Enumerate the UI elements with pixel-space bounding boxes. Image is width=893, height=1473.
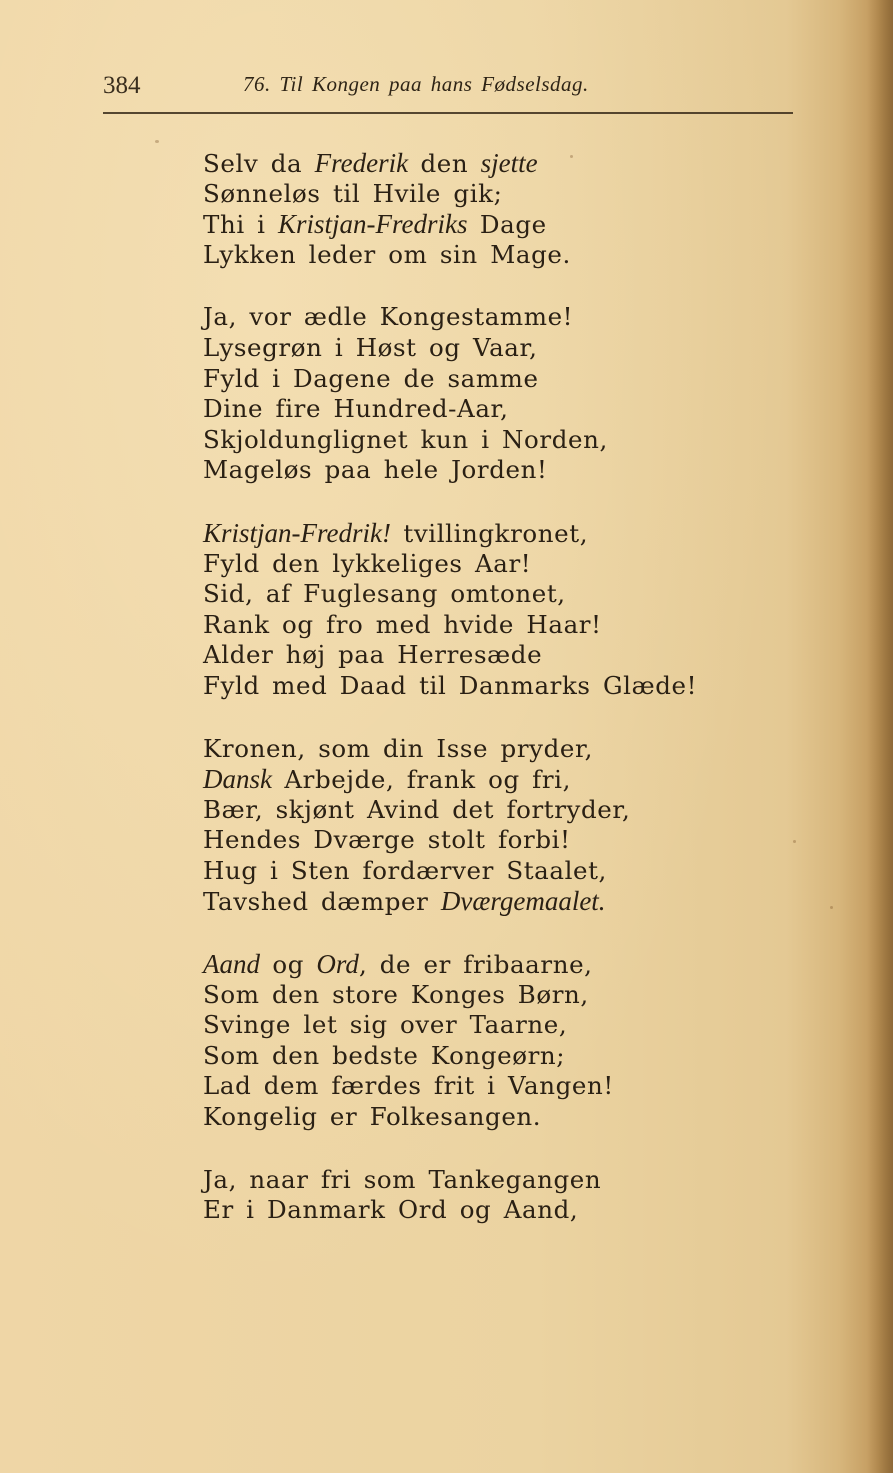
text: Fyld i Dagene de samme bbox=[203, 363, 539, 393]
text: Hug i Sten fordærver Staalet, bbox=[203, 855, 607, 885]
text: Skjoldunglignet kun i Norden, bbox=[203, 424, 608, 454]
text: Selv da bbox=[203, 149, 315, 178]
poem-line bbox=[203, 1041, 803, 1072]
italic-text: Aand bbox=[203, 949, 260, 980]
header-rule bbox=[103, 112, 793, 114]
poem-line bbox=[203, 364, 803, 395]
text: Sid, af Fuglesang omtonet, bbox=[203, 579, 566, 609]
poem-line bbox=[203, 209, 803, 240]
text: Er i Danmark Ord og Aand, bbox=[203, 1195, 579, 1225]
poem-line bbox=[203, 795, 803, 826]
italic-text: Dansk bbox=[203, 764, 272, 795]
poem-line bbox=[203, 549, 803, 580]
text: Lysegrøn i Høst og Vaar, bbox=[203, 332, 538, 362]
stanza bbox=[203, 518, 803, 702]
text: Kongelig er Folkesangen. bbox=[203, 1102, 542, 1132]
text: Dine fire Hundred-Aar, bbox=[203, 394, 509, 424]
text: Rank og fro med hvide Haar! bbox=[203, 609, 602, 639]
page-binding-edge bbox=[867, 0, 893, 1473]
text: Alder høj paa Herresæde bbox=[203, 640, 543, 670]
paper-speck bbox=[830, 906, 833, 909]
text: Fyld den lykkeliges Aar! bbox=[203, 548, 532, 578]
poem-line bbox=[203, 579, 803, 610]
text: Dage bbox=[467, 210, 547, 240]
text: Sønneløs til Hvile gik; bbox=[203, 178, 503, 208]
stanza bbox=[203, 949, 803, 1133]
running-title: 76. Til Kongen paa hans Fødselsdag. bbox=[243, 72, 589, 96]
text: og bbox=[260, 950, 317, 980]
italic-text: Dværgemaalet. bbox=[440, 886, 606, 917]
paper-speck bbox=[155, 140, 159, 143]
text: , de er fribaarne, bbox=[358, 950, 593, 980]
stanza bbox=[203, 1165, 803, 1226]
text: Som den store Konges Børn, bbox=[203, 979, 589, 1009]
text: den bbox=[408, 149, 481, 178]
poem-line bbox=[203, 394, 803, 425]
poem-line bbox=[203, 518, 803, 549]
poem-line bbox=[203, 610, 803, 641]
text: Ja, naar fri som Tankegangen bbox=[203, 1164, 602, 1194]
italic-text: sjette bbox=[480, 148, 538, 178]
poem-line bbox=[203, 980, 803, 1011]
text: Fyld med Daad til Danmarks Glæde! bbox=[203, 670, 698, 700]
text: tvillingkronet, bbox=[391, 518, 589, 548]
italic-text: Ord bbox=[316, 949, 359, 980]
poem-line bbox=[203, 1010, 803, 1041]
text: Svinge let sig over Taarne, bbox=[203, 1010, 568, 1040]
poem-line bbox=[203, 240, 803, 271]
text: Lad dem færdes frit i Vangen! bbox=[203, 1071, 614, 1101]
stanza bbox=[203, 302, 803, 486]
text: Arbejde, frank og fri, bbox=[272, 765, 571, 795]
page-header bbox=[103, 62, 793, 102]
poem-line bbox=[203, 302, 803, 333]
poem-line bbox=[203, 949, 803, 980]
poem-line bbox=[203, 455, 803, 486]
poem-line bbox=[203, 734, 803, 765]
text: Som den bedste Kongeørn; bbox=[203, 1040, 566, 1070]
poem-line bbox=[203, 1071, 803, 1102]
poem-line bbox=[203, 1195, 803, 1226]
poem-line bbox=[203, 333, 803, 364]
stanza bbox=[203, 734, 803, 918]
poem-line bbox=[203, 856, 803, 887]
poem-line bbox=[203, 640, 803, 671]
stanza bbox=[203, 148, 803, 270]
text: Bær, skjønt Avind det fortryder, bbox=[203, 794, 631, 824]
text: Lykken leder om sin Mage. bbox=[203, 239, 571, 269]
text: Mageløs paa hele Jorden! bbox=[203, 455, 548, 485]
poem-line bbox=[203, 425, 803, 456]
page-number: 384 bbox=[103, 72, 141, 99]
poem-line bbox=[203, 1165, 803, 1196]
poem-line bbox=[203, 825, 803, 856]
text: Ja, vor ædle Kongestamme! bbox=[203, 302, 574, 332]
text: Hendes Dværge stolt forbi! bbox=[203, 825, 571, 855]
poem-line bbox=[203, 179, 803, 210]
text: Thi i bbox=[203, 210, 278, 240]
poem-line bbox=[203, 1102, 803, 1133]
italic-text: Frederik bbox=[314, 148, 409, 178]
poem-line bbox=[203, 148, 803, 179]
poem-body bbox=[203, 148, 803, 1258]
text: Tavshed dæmper bbox=[203, 887, 441, 917]
italic-text: Kristjan-Fredrik! bbox=[203, 517, 391, 548]
poem-line bbox=[203, 764, 803, 795]
text: Kronen, som din Isse pryder, bbox=[203, 733, 593, 763]
poem-line bbox=[203, 886, 803, 917]
poem-line bbox=[203, 671, 803, 702]
italic-text: Kristjan-Fredriks bbox=[277, 209, 468, 240]
